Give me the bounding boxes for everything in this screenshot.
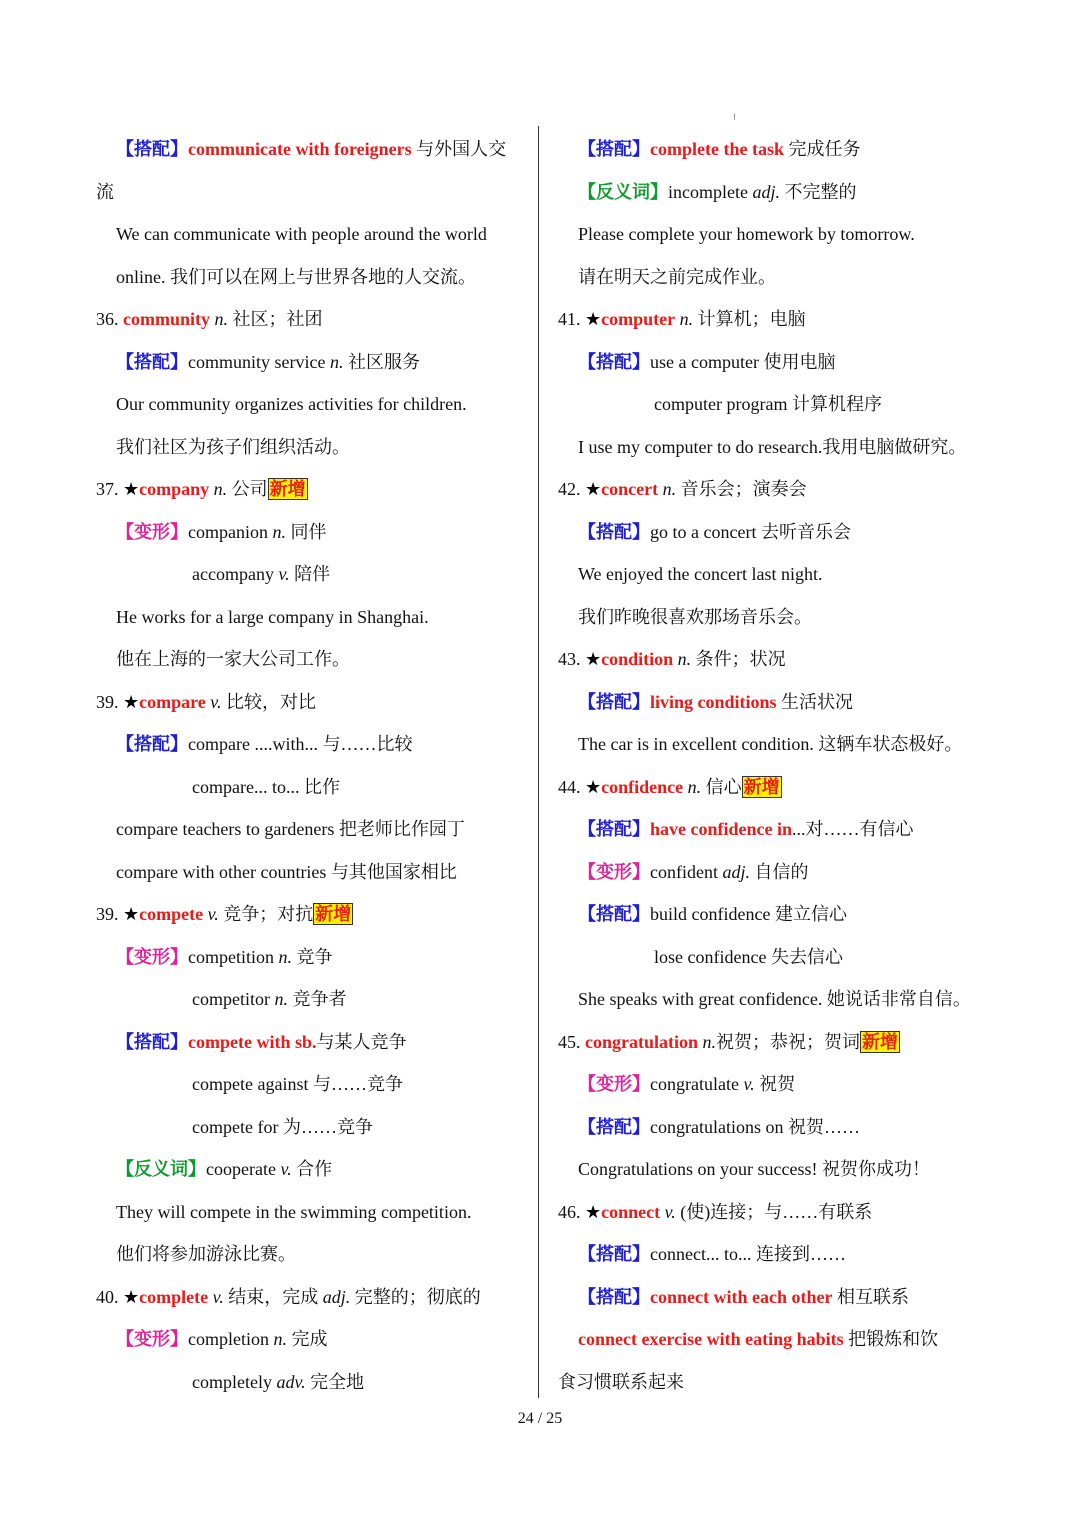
new-badge: 新增 bbox=[862, 1031, 899, 1052]
entry-40-variant: 【变形】completion n. 完成 bbox=[116, 1329, 328, 1349]
entry-46-collocation-2: 【搭配】connect with each other 相互联系 bbox=[578, 1286, 909, 1307]
star-icon: ★ bbox=[585, 479, 602, 499]
entry-39-compete-collocation: 【搭配】compete with sb.与某人竞争 bbox=[116, 1031, 407, 1052]
new-badge: 新增 bbox=[269, 479, 306, 499]
entry-40-antonym: 【反义词】incomplete adj. 不完整的 bbox=[578, 181, 857, 202]
entry-41-collocation-2: computer program 计算机程序 bbox=[654, 394, 882, 414]
entry-36-headword: 36. community n. 社区；社团 bbox=[96, 309, 323, 329]
new-badge: 新增 bbox=[743, 776, 780, 797]
entry-43-collocation: 【搭配】living conditions 生活状况 bbox=[578, 691, 854, 712]
entry-45-example: Congratulations on your success! 祝贺你成功！ bbox=[578, 1159, 930, 1179]
entry-36-example: Our community organizes activities for children. bbox=[116, 394, 467, 414]
entry-37-variant-2: accompany v. 陪伴 bbox=[192, 564, 331, 584]
entry-35-collocation: 【搭配】communicate with foreigners 与外国人交 bbox=[116, 139, 507, 159]
entry-35-example-cont: online. 我们可以在网上与世界各地的人交流。 bbox=[116, 266, 476, 287]
entry-37-headword: 37. ★company n. 公司 新增 bbox=[96, 479, 306, 499]
star-icon: ★ bbox=[123, 904, 140, 924]
entry-46-collocation-3-cont: 食习惯联系起来 bbox=[558, 1371, 684, 1392]
entry-39-compete-collocation-3: compete for 为……竞争 bbox=[192, 1116, 373, 1137]
entry-39-compete-variant: 【变形】competition n. 竞争 bbox=[116, 946, 333, 967]
entry-42-collocation: 【搭配】go to a concert 去听音乐会 bbox=[578, 521, 851, 542]
entry-42-example: We enjoyed the concert last night. bbox=[578, 564, 823, 584]
entry-42-headword: 42. ★concert n. 音乐会；演奏会 bbox=[558, 479, 807, 499]
entry-35-example: We can communicate with people around the world bbox=[116, 224, 487, 244]
entry-42-translation: 我们昨晚很喜欢那场音乐会。 bbox=[578, 606, 812, 627]
entry-41-collocation: 【搭配】use a computer 使用电脑 bbox=[578, 351, 836, 372]
entry-39-compete-collocation-2: compete against 与……竞争 bbox=[192, 1074, 403, 1094]
entry-40-headword: 40. ★complete v. 结束，完成 adj. 完整的；彻底的 bbox=[96, 1286, 481, 1307]
entry-41-headword: 41. ★computer n. 计算机；电脑 bbox=[558, 309, 806, 329]
entry-45-headword: 45. congratulation n.祝贺；恭祝；贺词 新增 bbox=[558, 1031, 899, 1052]
header-tick bbox=[734, 114, 735, 120]
entry-37-example: He works for a large company in Shanghai. bbox=[116, 606, 429, 627]
star-icon: ★ bbox=[123, 1286, 140, 1307]
entry-44-collocation-2: 【搭配】build confidence 建立信心 bbox=[578, 904, 847, 924]
entry-39-compete-headword: 39. ★compete v. 竞争；对抗 新增 bbox=[96, 904, 352, 924]
new-badge: 新增 bbox=[315, 904, 352, 924]
right-column bbox=[558, 128, 998, 1403]
entry-44-collocation-3: lose confidence 失去信心 bbox=[654, 946, 843, 967]
entry-39-compete-example: They will compete in the swimming competition. bbox=[116, 1201, 472, 1222]
star-icon: ★ bbox=[585, 776, 602, 797]
entry-39-compare-collocation: 【搭配】compare ....with... 与……比较 bbox=[116, 734, 413, 754]
entry-39-compare-collocation-2: compare... to... 比作 bbox=[192, 776, 340, 797]
entry-35-collocation-cont: 流 bbox=[96, 181, 114, 202]
entry-44-example: She speaks with great confidence. 她说话非常自信。 bbox=[578, 989, 971, 1009]
entry-39-compare-example-2: compare with other countries 与其他国家相比 bbox=[116, 861, 457, 882]
entry-46-collocation: 【搭配】connect... to... 连接到…… bbox=[578, 1244, 846, 1264]
star-icon: ★ bbox=[123, 691, 140, 712]
entry-37-variant: 【变形】companion n. 同伴 bbox=[116, 521, 327, 542]
entry-40-example: Please complete your homework by tomorrow. bbox=[578, 224, 915, 244]
entry-46-headword: 46. ★connect v. (使)连接；与……有联系 bbox=[558, 1201, 873, 1222]
entry-40-variant-2: completely adv. 完全地 bbox=[192, 1371, 365, 1392]
entry-39-compete-translation: 他们将参加游泳比赛。 bbox=[116, 1244, 296, 1264]
entry-43-headword: 43. ★condition n. 条件；状况 bbox=[558, 649, 786, 669]
star-icon: ★ bbox=[585, 309, 602, 329]
entry-39-compare-example-1: compare teachers to gardeners 把老师比作园丁 bbox=[116, 819, 465, 839]
entry-44-headword: 44. ★confidence n. 信心 新增 bbox=[558, 776, 780, 797]
column-divider bbox=[538, 126, 539, 1398]
entry-36-collocation: 【搭配】community service n. 社区服务 bbox=[116, 351, 420, 372]
entry-39-compete-variant-2: competitor n. 竞争者 bbox=[192, 989, 347, 1009]
star-icon: ★ bbox=[123, 479, 140, 499]
entry-40-collocation: 【搭配】complete the task 完成任务 bbox=[578, 139, 861, 159]
entry-44-collocation: 【搭配】have confidence in...对……有信心 bbox=[578, 819, 914, 839]
left-column bbox=[96, 128, 526, 1403]
entry-40-translation: 请在明天之前完成作业。 bbox=[578, 266, 776, 287]
entry-37-translation: 他在上海的一家大公司工作。 bbox=[116, 649, 350, 669]
entry-39-compete-antonym: 【反义词】cooperate v. 合作 bbox=[116, 1159, 333, 1179]
entry-44-variant: 【变形】confident adj. 自信的 bbox=[578, 861, 809, 882]
star-icon: ★ bbox=[585, 649, 602, 669]
page-number: 24 / 25 bbox=[517, 1410, 563, 1427]
entry-39-compare-headword: 39. ★compare v. 比较，对比 bbox=[96, 691, 316, 712]
entry-41-example: I use my computer to do research.我用电脑做研究。 bbox=[578, 436, 967, 457]
entry-45-variant: 【变形】congratulate v. 祝贺 bbox=[578, 1074, 796, 1094]
star-icon: ★ bbox=[585, 1201, 602, 1222]
entry-45-collocation: 【搭配】congratulations on 祝贺…… bbox=[578, 1116, 860, 1137]
entry-46-collocation-3: connect exercise with eating habits 把锻炼和饮 bbox=[578, 1329, 939, 1349]
entry-43-example: The car is in excellent condition. 这辆车状态极好。 bbox=[578, 734, 963, 754]
entry-36-translation: 我们社区为孩子们组织活动。 bbox=[116, 436, 350, 457]
